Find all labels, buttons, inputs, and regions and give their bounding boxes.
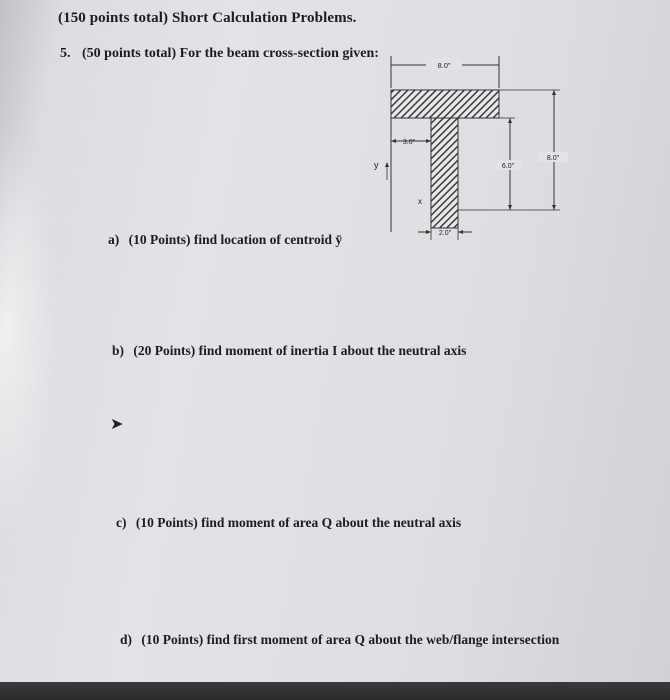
- web-offset-arrow-left: [391, 139, 396, 143]
- axis-y-arrow: [385, 162, 389, 167]
- web-height-label: 6.0": [501, 163, 515, 170]
- question-text: (50 points total) For the beam cross-section given:: [82, 46, 379, 61]
- monitor-bezel: [0, 682, 670, 700]
- part-a-text: (10 Points) find location of centroid ȳ: [128, 232, 343, 247]
- total-height-arrow-top: [552, 90, 556, 95]
- part-b-text: (20 Points) find moment of inertia I about the neutral axis: [133, 343, 467, 358]
- beam-cross-section-figure: [360, 52, 590, 247]
- part-a-letter: a): [108, 232, 120, 247]
- total-height-label: 8.0": [546, 155, 560, 162]
- mouse-pointer-icon: ➤: [110, 416, 124, 433]
- part-c-letter: c): [116, 515, 127, 530]
- part-c: [116, 515, 461, 531]
- total-height-arrow-bottom: [552, 205, 556, 210]
- web-height-arrow-top: [508, 118, 512, 123]
- question-5: [60, 46, 379, 62]
- screen-glare: [0, 120, 60, 540]
- part-c-text: (10 Points) find moment of area Q about the neutral axis: [135, 515, 462, 530]
- web-height-arrow-bottom: [508, 205, 512, 210]
- axis-x-label: x: [418, 197, 422, 206]
- web-offset-label: 3.0": [402, 139, 416, 146]
- section-heading: (150 points total) Short Calculation Problems.: [58, 10, 357, 26]
- flange-width-label: 8.0": [437, 61, 451, 70]
- part-a: [108, 232, 342, 248]
- part-d-text: (10 Points) find first moment of area Q about the web/flange intersection: [141, 632, 560, 647]
- web-offset-arrow-right: [426, 139, 431, 143]
- axis-y-label: y: [374, 160, 379, 170]
- flange-shape: [391, 90, 499, 118]
- part-d-letter: d): [120, 632, 133, 647]
- part-d: [120, 632, 559, 648]
- question-number: 5.: [60, 46, 71, 61]
- web-width-arrow-left: [426, 230, 431, 234]
- web-shape: [431, 118, 458, 228]
- web-width-arrow-right: [458, 230, 463, 234]
- part-b-letter: b): [112, 343, 125, 358]
- web-width-label: 2.0": [438, 230, 452, 237]
- part-b: [112, 343, 466, 359]
